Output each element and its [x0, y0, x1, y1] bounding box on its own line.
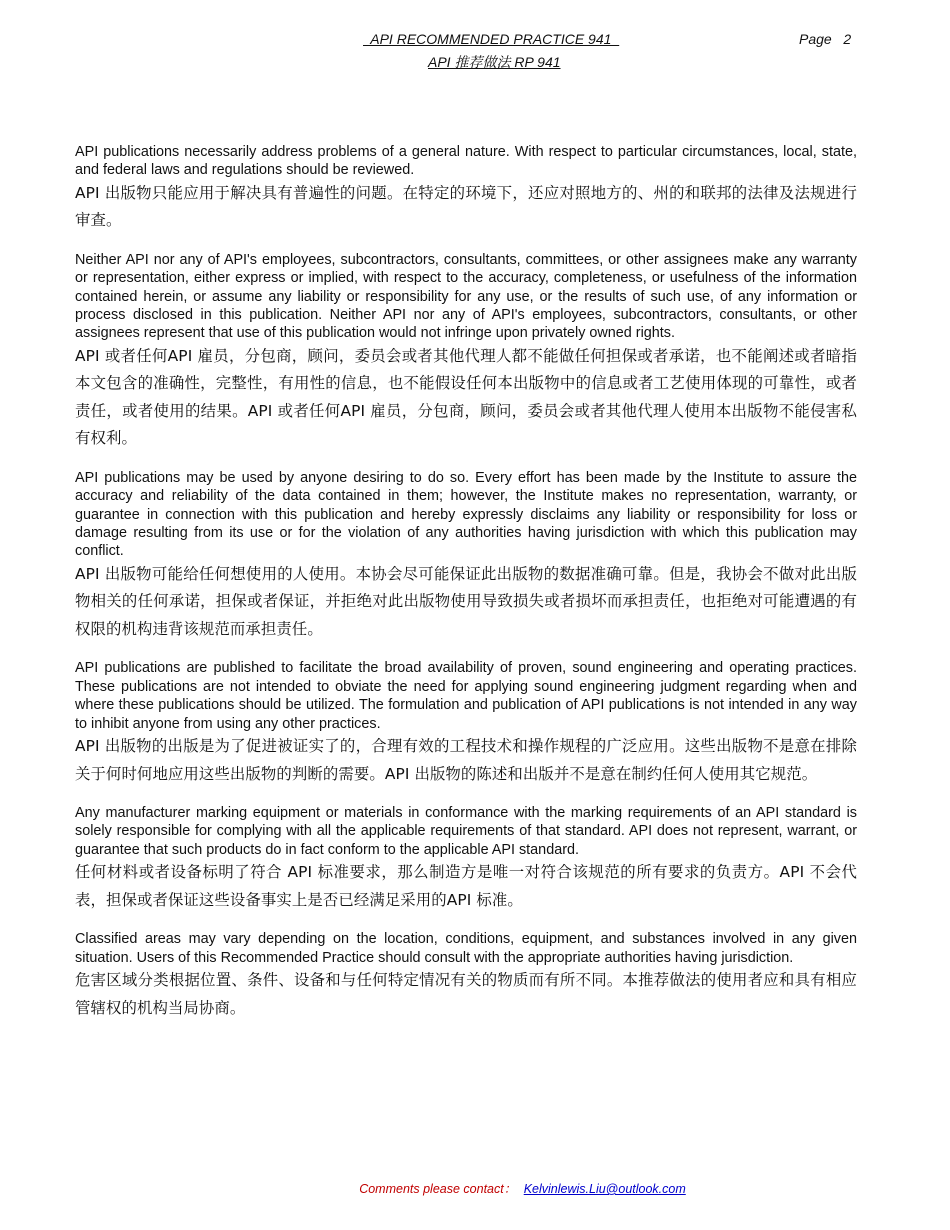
document-title: API RECOMMENDED PRACTICE 941 [363, 31, 620, 47]
paragraph-chinese: API 或者任何API 雇员，分包商，顾问，委员会或者其他代理人都不能做任何担保或者承诺，也不能阐述或者暗指本文包含的准确性，完整性，有用性的信息，也不能假设任何本出版物中的信息或者工艺使用体现的可靠性，或者责任，或者使用的结果。API 或者任何API 雇员，分包商，顾问，委员会或者其他代理人使用本出版物不能侵害私有权利。 [75, 346, 857, 448]
footer-contact [0, 1179, 950, 1197]
footer-contact-label: Comments please contact： [359, 1182, 517, 1196]
paragraph-chinese: 任何材料或者设备标明了符合 API 标准要求，那么制造方是唯一对符合该规范的所有要求的负责方。API 不会代表，担保或者保证这些设备事实上是否已经满足采用的API 标准。 [75, 863, 857, 909]
document-subtitle: API 推荐做法 RP 941 [428, 54, 561, 70]
paragraph-purpose [75, 659, 857, 788]
paragraph-general-nature [75, 143, 857, 235]
paragraph-chinese: 危害区域分类根据位置、条件、设备和与任何特定情况有关的物质而有所不同。本推荐做法的使用者应和具有相应管辖权的机构当局协商。 [75, 971, 857, 1017]
paragraph-classified-areas [75, 930, 857, 1022]
contact-email-link[interactable]: Kelvinlewis.Liu@outlook.com [523, 1182, 686, 1196]
paragraph-no-warranty [75, 251, 857, 453]
paragraph-english: Any manufacturer marking equipment or materials in conformance with the marking requirements of an API standard is solely responsible for complying with all the applicable requirements of that standard. API does not represent, warrant, or guarantee that such products do in fact conform to the applicable API standard. [75, 805, 857, 858]
paragraph-english: API publications may be used by anyone desiring to do so. Every effort has been made by the Institute to assure the accuracy and reliability of the data contained in them; however, the Institute makes no representation, warranty, or guarantee in connection with this publication and hereby expressly disclaims any liability or responsibility for loss or damage resulting from its use or for the violation of any authorities having jurisdiction with which this publication may conflict. [75, 469, 857, 560]
paragraph-english: API publications necessarily address problems of a general nature. With respect to particular circumstances, local, state, and federal laws and regulations should be reviewed. [75, 144, 857, 179]
page-number: Page 2 [799, 31, 852, 47]
paragraph-english: API publications are published to facilitate the broad availability of proven, sound engineering and operating practices. These publications are not intended to obviate the need for applying sound engineering judgment regarding when and where these publications should be utilized. The formulation and publication of API publications is not intended in any way to inhibit anyone from using any other practices. [75, 660, 857, 732]
paragraph-use-by-anyone [75, 469, 857, 644]
paragraph-chinese: API 出版物只能应用于解决具有普遍性的问题。在特定的环境下，还应对照地方的、州的和联邦的法律及法规进行审查。 [75, 183, 857, 230]
disclaimer-body [75, 143, 857, 1038]
paragraph-english: Classified areas may vary depending on the location, conditions, equipment, and substances involved in any given situation. Users of this Recommended Practice should consult with the appropriate authorities having jurisdiction. [75, 931, 857, 966]
paragraph-chinese: API 出版物的出版是为了促进被证实了的，合理有效的工程技术和操作规程的广泛应用。这些出版物不是意在排除关于何时何地应用这些出版物的判断的需要。API 出版物的陈述和出版并不是意在制约任何人使用其它规范。 [75, 737, 857, 783]
paragraph-manufacturer-marking [75, 804, 857, 914]
paragraph-chinese: API 出版物可能给任何想使用的人使用。本协会尽可能保证此出版物的数据准确可靠。但是，我协会不做对此出版物相关的任何承诺，担保或者保证，并拒绝对此出版物使用导致损失或者损坏而承担责任，也拒绝对可能遭遇的有权限的机构违背该规范而承担责任。 [75, 564, 857, 638]
paragraph-english: Neither API nor any of API's employees, subcontractors, consultants, committees, or other assignees make any warranty or representation, either express or implied, with respect to the accuracy, completeness, or usefulness of the information contained herein, or assume any liability or responsibility for any use, or the results of such use, of any information or process disclosed in this publication. Neither API nor any of API's employees, subcontractors, consultants, or other assignees represent that use of this publication would not infringe upon privately owned rights. [75, 251, 857, 342]
